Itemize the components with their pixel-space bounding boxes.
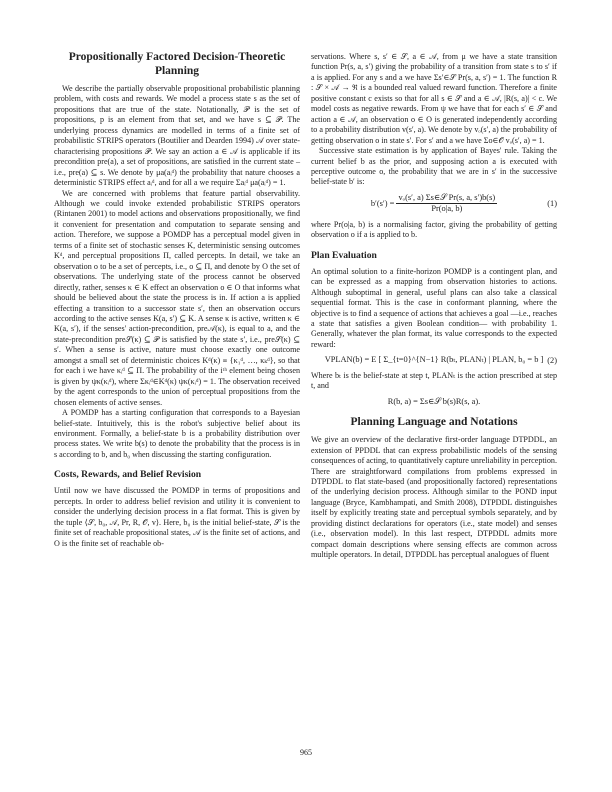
subsection-title: Costs, Rewards, and Belief Revision [54,469,202,481]
right-column [311,52,557,561]
equation-number: (1) [547,198,557,208]
equation-3: R(b, a) = Σs∈𝒮 b(s)R(s, a). [387,396,481,406]
section-title: Propositionally Factored Decision-Theoretic Planning [68,51,286,77]
paragraph: Until now we have discussed the POMDP in terms of propositions and percepts. In order to address belief revision and utility it is convenient to consider the underlying decision process in a flat format. This is given by the tuple ⟨𝒮, b₀, 𝒜, Pr, R, 𝒪, v⟩. Here, b₀ is the initial belief-state, 𝒮 is the finite set of reachable propositional states, 𝒜 is the finite set of actions, and O is the finite set of reachable ob- [54,486,300,548]
subsection-title: Plan Evaluation [311,249,377,261]
equation-lhs: b′(s′) = [370,198,395,208]
equation-fraction [396,193,497,215]
paragraph: We describe the partially observable propositional probabilistic planning problem, with costs and rewards. We model a process state s as the set of propositions that are true of the state. Notationally, 𝒫 is the set of propositions, p is an element from that set, and we have s ⊆ 𝒫. The underlying process dynamics are modelled in terms of a finite set of probabilistic STRIPS operators (Boutilier and Dearden 1994) 𝒜 over state-characterising propositions 𝒫. We say an action a ∈ 𝒜 is applicable if its precondition pre(a), a set of propositions, are satisfied in the current state – i.e., pre(a) ⊆ s. We denote by μa(aᵢᵈ) the probability that nature chooses a deterministic STRIPS effect aᵢᵈ, and for all a we require Σaᵢᵈ μa(aᵢᵈ) = 1. [54,84,300,188]
paragraph: Where bₜ is the belief-state at step t, PLANₜ is the action prescribed at step t, and [311,370,557,391]
page-number: 965 [300,748,312,757]
paragraph: where Pr(o|a, b) is a normalising factor, giving the probability of getting observation o if a is applied to b. [311,219,557,240]
equation-2 [311,355,557,365]
paragraph: A POMDP has a starting configuration that corresponds to a Bayesian belief-state. Intuitively, this is the robot's subjective belief about its environment. Formally, a belief-state b is a probability distribution over process states. We write b(s) to denote the probability that the process is in s according to b, and b₀ when discussing the starting configuration. [54,408,300,459]
section-title: Planning Language and Notations [350,416,518,429]
equation-numerator: vₒ(s′, a) Σs∈𝒮 Pr(s, a, s′)b(s) [396,193,497,204]
equation-denominator: Pr(o|a, b) [431,204,463,214]
equation-body: VPLAN(b) = E [ Σ_{t=0}^{N−1} R(bₜ, PLANₜ) | PLAN, b₀ = b ] [324,355,544,365]
equation-number: (2) [547,355,557,365]
equation-1 [311,193,557,215]
paragraph: Successive state estimation is by application of Bayes' rule. Taking the current belief b as the prior, and supposing action a is executed with perceptive outcome o, the probability that we are in s′ in the successive belief-state b′ is: [311,146,557,187]
paragraph: We give an overview of the declarative first-order language DTPDDL, an extension of PPDDL that can express probabilistic models of the sensing consequences of acting, to quantitatively capture unreliability in perception. There are straightforward compilations from problems expressed in DTPDDL to flat state-based (and propositionally factored) representations of the underlying decision process. Although similar to the POND input language (Bryce, Kambhampati, and Smith 2008), DTPDDL distinguishes itself by explicitly treating state and perceptual symbols separately, and by providing distinct declarations for operators (i.e., state model) and senses (i.e., observation model). In this last respect, DTPDDL admits more compact domain descriptions where sensing effects are common across multiple operators. In detail, DTPDDL has perceptual analogues of fluent [311,435,557,560]
paragraph: We are concerned with problems that feature partial observability. Although we could invoke extended probabilistic STRIPS operators (Rintanen 2001) to model actions and observations propositionally, we find it convenient for presentation and computation to separate sensing and action. Therefore, we suppose a POMDP has a perceptual model given in terms of a finite set of stochastic senses K, deterministic sensing outcomes Kᵈ, and perceptual propositions Π, called percepts. In detail, we take an observation o to be a set of percepts, i.e., o ⊆ Π, and denote by O the set of observations. The underlying state of the process cannot be observed directly, rather, senses κ ∈ K effect an observation o ∈ O that informs what should be believed about the state the process is in. If action a is applied effecting a transition to a successor state s′, then an observation occurs according to the active senses K(a, s′) ⊆ K. A sense κ is active, written κ ∈ K(a, s′), if the senses' action-precondition, pre𝒜(κ), is equal to a, and the state-precondition pre𝒮(κ) ⊆ 𝒫 is satisfied by the state s′, i.e., pre𝒮(κ) ⊆ s′. When a sense is active, nature must choose exactly one outcome amongst a small set of deterministic choices Kᵈ(κ) ≡ {κ₁ᵈ, …, κₖᵈ}, so that for each i we have κᵢᵈ ⊆ Π. The probability of the iᵗʰ element being chosen is given by ψκ(κᵢᵈ), where Σκᵢᵈ∈Kᵈ(κ) ψκ(κᵢᵈ) = 1. The observation received by the agent corresponds to the union of perceptual propositions from the chosen elements of active senses. [54,188,300,407]
paragraph: An optimal solution to a finite-horizon POMDP is a contingent plan, and can be expressed as a mapping from observation histories to actions. Although suboptimal in general, useful plans can also take a classical sequential format. This is the case in conformant planning, where the objective is to find a sequence of actions that achieves a goal —i.e., reaches a state that satisfies a given Boolean condition— with probability 1. Generally, whatever the plan format, its value corresponds to the expected reward: [311,266,557,349]
paragraph: servations. Where s, s′ ∈ 𝒮, a ∈ 𝒜, from μ we have a state transition function Pr(s, a, s′) giving the probability of a transition from state s to s′ if a is applied. For any s and a we have Σs′∈𝒮 Pr(s, a, s′) = 1. The function R : 𝒮 × 𝒜 → ℜ is a bounded real valued reward function. Therefore a finite positive constant c exists so that for all s ∈ 𝒮 and a ∈ 𝒜, |R(s, a)| < c. We model costs as negative rewards. From ψ we have that for each s′ ∈ 𝒮 and action a ∈ 𝒜, an observation o ∈ O is generated independently according to a probability distribution v(s′, a). We denote by vₒ(s′, a) the probability of getting observation o in state s′. For s′ and a we have Σo∈𝒪 vₒ(s′, a) = 1. [311,52,557,145]
left-column [54,50,300,549]
